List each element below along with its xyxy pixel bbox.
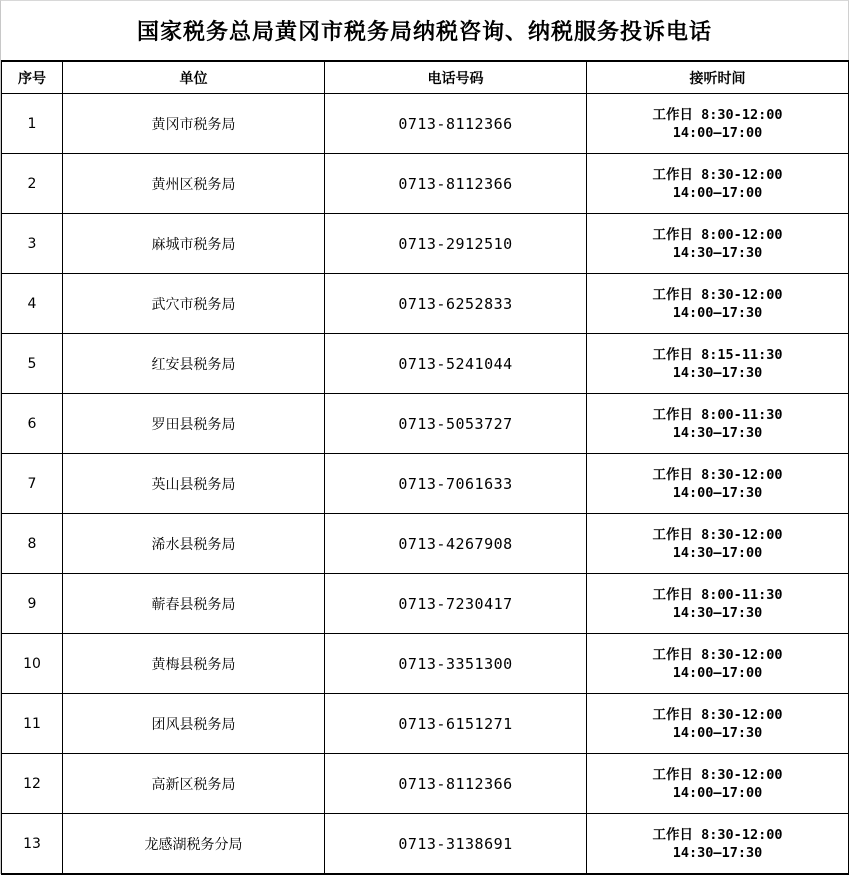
row-phone: 0713-2912510 bbox=[325, 214, 587, 273]
row-hours bbox=[587, 574, 849, 633]
hours-morning: 工作日 8:30-12:00 bbox=[652, 766, 783, 783]
row-unit: 团风县税务局 bbox=[63, 694, 325, 753]
row-index: 5 bbox=[2, 334, 63, 393]
table-header-row bbox=[2, 60, 849, 93]
row-index: 2 bbox=[2, 154, 63, 213]
hours-morning: 工作日 8:30-12:00 bbox=[652, 286, 783, 303]
row-phone: 0713-8112366 bbox=[325, 154, 587, 213]
hours-afternoon: 14:00—17:30 bbox=[672, 724, 763, 741]
row-index: 6 bbox=[2, 394, 63, 453]
contact-table bbox=[1, 60, 849, 875]
row-hours bbox=[587, 214, 849, 273]
table-row bbox=[2, 633, 849, 693]
table-body bbox=[2, 93, 849, 873]
hours-afternoon: 14:30—17:30 bbox=[672, 604, 763, 621]
row-hours bbox=[587, 274, 849, 333]
row-phone: 0713-7061633 bbox=[325, 454, 587, 513]
row-unit: 黄冈市税务局 bbox=[63, 94, 325, 153]
row-hours bbox=[587, 454, 849, 513]
hours-afternoon: 14:30—17:30 bbox=[672, 844, 763, 861]
table-row bbox=[2, 453, 849, 513]
table-row bbox=[2, 153, 849, 213]
header-phone: 电话号码 bbox=[325, 62, 587, 93]
row-index: 3 bbox=[2, 214, 63, 273]
hours-afternoon: 14:30—17:00 bbox=[672, 544, 763, 561]
row-phone: 0713-7230417 bbox=[325, 574, 587, 633]
hours-morning: 工作日 8:00-11:30 bbox=[652, 586, 783, 603]
hours-afternoon: 14:00—17:00 bbox=[672, 784, 763, 801]
row-index: 4 bbox=[2, 274, 63, 333]
row-hours bbox=[587, 514, 849, 573]
row-phone: 0713-3351300 bbox=[325, 634, 587, 693]
table-row bbox=[2, 393, 849, 453]
row-index: 13 bbox=[2, 814, 63, 873]
hours-morning: 工作日 8:00-11:30 bbox=[652, 406, 783, 423]
hours-afternoon: 14:00—17:00 bbox=[672, 184, 763, 201]
hours-afternoon: 14:00—17:30 bbox=[672, 484, 763, 501]
row-unit: 黄州区税务局 bbox=[63, 154, 325, 213]
table-row bbox=[2, 273, 849, 333]
hours-morning: 工作日 8:30-12:00 bbox=[652, 646, 783, 663]
row-unit: 高新区税务局 bbox=[63, 754, 325, 813]
header-hours: 接听时间 bbox=[587, 62, 849, 93]
row-unit: 英山县税务局 bbox=[63, 454, 325, 513]
table-row bbox=[2, 693, 849, 753]
row-index: 7 bbox=[2, 454, 63, 513]
hours-afternoon: 14:00—17:30 bbox=[672, 304, 763, 321]
table-row bbox=[2, 513, 849, 573]
hours-afternoon: 14:00—17:00 bbox=[672, 124, 763, 141]
hours-morning: 工作日 8:30-12:00 bbox=[652, 826, 783, 843]
row-unit: 武穴市税务局 bbox=[63, 274, 325, 333]
row-unit: 蕲春县税务局 bbox=[63, 574, 325, 633]
row-hours bbox=[587, 694, 849, 753]
table-row bbox=[2, 573, 849, 633]
table-row bbox=[2, 333, 849, 393]
row-phone: 0713-6252833 bbox=[325, 274, 587, 333]
document-title: 国家税务总局黄冈市税务局纳税咨询、纳税服务投诉电话 bbox=[136, 19, 712, 45]
row-hours bbox=[587, 334, 849, 393]
table-row bbox=[2, 753, 849, 813]
header-index: 序号 bbox=[2, 62, 63, 93]
row-hours bbox=[587, 154, 849, 213]
hours-morning: 工作日 8:30-12:00 bbox=[652, 466, 783, 483]
row-phone: 0713-3138691 bbox=[325, 814, 587, 873]
row-hours bbox=[587, 94, 849, 153]
hours-morning: 工作日 8:30-12:00 bbox=[652, 526, 783, 543]
header-unit: 单位 bbox=[63, 62, 325, 93]
row-hours bbox=[587, 814, 849, 873]
row-index: 10 bbox=[2, 634, 63, 693]
row-index: 8 bbox=[2, 514, 63, 573]
hours-afternoon: 14:30—17:30 bbox=[672, 244, 763, 261]
row-phone: 0713-5241044 bbox=[325, 334, 587, 393]
hours-morning: 工作日 8:30-12:00 bbox=[652, 706, 783, 723]
row-unit: 黄梅县税务局 bbox=[63, 634, 325, 693]
row-index: 1 bbox=[2, 94, 63, 153]
row-unit: 浠水县税务局 bbox=[63, 514, 325, 573]
hours-afternoon: 14:00—17:00 bbox=[672, 664, 763, 681]
row-phone: 0713-8112366 bbox=[325, 94, 587, 153]
row-hours bbox=[587, 754, 849, 813]
hours-morning: 工作日 8:00-12:00 bbox=[652, 226, 783, 243]
hours-morning: 工作日 8:30-12:00 bbox=[652, 106, 783, 123]
row-index: 12 bbox=[2, 754, 63, 813]
row-phone: 0713-8112366 bbox=[325, 754, 587, 813]
row-unit: 罗田县税务局 bbox=[63, 394, 325, 453]
hours-morning: 工作日 8:15-11:30 bbox=[652, 346, 783, 363]
row-index: 11 bbox=[2, 694, 63, 753]
row-unit: 麻城市税务局 bbox=[63, 214, 325, 273]
row-phone: 0713-5053727 bbox=[325, 394, 587, 453]
row-unit: 龙感湖税务分局 bbox=[63, 814, 325, 873]
row-index: 9 bbox=[2, 574, 63, 633]
row-hours bbox=[587, 634, 849, 693]
row-phone: 0713-6151271 bbox=[325, 694, 587, 753]
table-row bbox=[2, 93, 849, 153]
row-hours bbox=[587, 394, 849, 453]
row-phone: 0713-4267908 bbox=[325, 514, 587, 573]
table-row bbox=[2, 813, 849, 873]
row-unit: 红安县税务局 bbox=[63, 334, 325, 393]
hours-afternoon: 14:30—17:30 bbox=[672, 364, 763, 381]
hours-afternoon: 14:30—17:30 bbox=[672, 424, 763, 441]
hours-morning: 工作日 8:30-12:00 bbox=[652, 166, 783, 183]
table-row bbox=[2, 213, 849, 273]
